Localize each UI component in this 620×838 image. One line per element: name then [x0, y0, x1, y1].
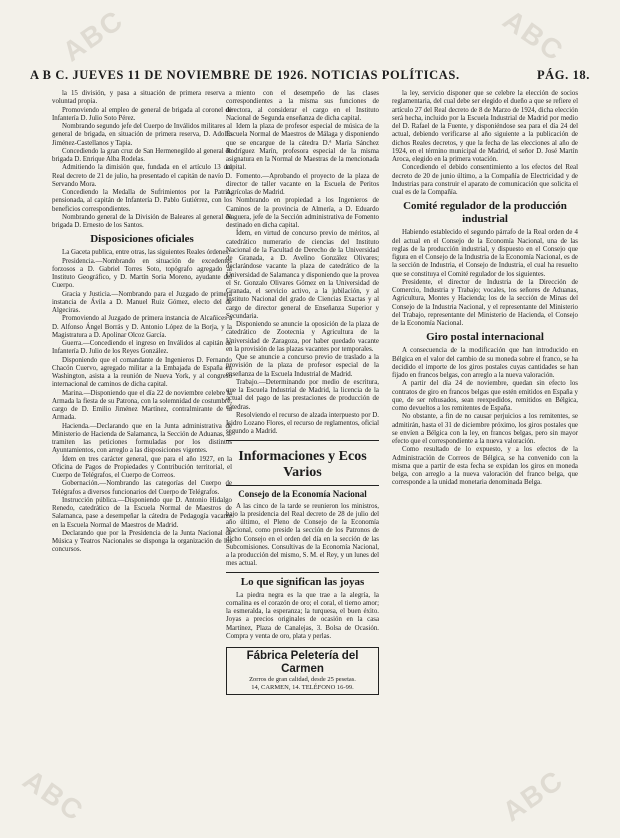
paragraph: Instrucción pública.—Disponiendo que D. Antonio Hidalgo Renedo, catedrático de la Escuela Normal de Maestros de Salamanca, pase a desempeñar la cátedra de Pedagogía vacante en la Escuela Normal de Maestros de Madrid. [52, 496, 232, 529]
paragraph: Nombrando en propiedad a los Ingenieros de Caminos de la provincia de Almería, a D. Eduardo Naguera, jefe de la Sección administrativa de Fomento destinado en dicha capital. [226, 197, 379, 229]
page-header [30, 68, 590, 83]
column-3 [392, 90, 578, 835]
paragraph: Nombrando segundo jefe del Cuerpo de Inválidos militares al general de brigada, en situación de primera reserva, D. Adolfo Jiménez-Castellanos y Tapia. [52, 123, 232, 147]
paragraph: Habiendo establecido el segundo párrafo de la Real orden de 4 del actual en el Consejo de la Economía Nacional, una de las reglas de la producción industrial, y dispuesto en el Consejo que figura en el Consejo de la Industria de la Economía Nacional, es de la sección de Industria, el Consejo de Industria, el cual ha resuelto que se constituya el Comité regulador de los siguientes. [392, 229, 578, 278]
paragraph: Admitiendo la dimisión que, fundada en el artículo 13 del Real decreto de 21 de julio, ha presentado el capitán de navío D. Servando Mora. [52, 164, 232, 188]
paragraph: Presidente, el director de Industria de la Dirección de Comercio, Industria y Trabajo; vocales, los señores de Aduanas, Agricultura, Montes y Hacienda; los de la sección de Minas del Consejo de la Industria Nacional, y el representante del Ministerio del Trabajo, representante del Ministerio de Hacienda, el Consejo de la Economía Nacional. [392, 278, 578, 327]
paragraph: Promoviendo al empleo de general de brigada al coronel de Infantería D. Julio Soto Pérez. [52, 106, 232, 122]
abc-watermark: ABC [17, 763, 90, 828]
paragraph: Como resultado de lo expuesto, y a los efectos de la Administración de Correos de Bélgica, se ha convenido con la misma que a partir de esta fecha se expidan los giros en moneda belga, con arreglo a la nueva valoración del franco belga, que corresponde a la unidad monetaria denominada Belga. [392, 446, 578, 487]
abc-watermark: ABC [497, 3, 570, 68]
advertisement-box [226, 647, 379, 695]
column-2 [226, 90, 379, 835]
paragraph: Idem la plaza de profesor especial de música de la Escuela Normal de Maestros de Málaga y disponiendo que se encargue de la cátedra D.ª María Sánchez Rodríguez Marín, profesora especial de la misma asignatura en la Normal de Maestras de la mencionada capital. [226, 123, 379, 172]
article-heading: Giro postal internacional [426, 331, 544, 344]
ad-subtitle: Zorros de gran calidad, desde 25 pesetas. [249, 676, 356, 683]
paragraph: Nombrando general de la División de Baleares al general de brigada D. Ernesto de los Santos. [52, 213, 232, 229]
paragraph: La piedra negra es la que trae a la alegría, la cornalina es el corazón de oro; el coral, el tierno amor; la esmeralda, la esperanza; la turquesa, el buen éxito. Joyas a precios originales de ocasión en la casa Martínez, Plaza de Canalejas, 3. Bolsa de Ocasión. Compra y venta de oro, plata y perlas. [226, 591, 379, 640]
page-number: PÁG. 18. [536, 68, 590, 82]
header-date-section: A B C. JUEVES 11 DE NOVIEMBRE DE 1926. NOTICIAS POLÍTICAS. [30, 68, 460, 82]
paragraph: Concediendo la gran cruz de San Hermenegildo al general de brigada D. Enrique Alba Rodelas. [52, 147, 232, 163]
paragraph: La Gaceta publica, entre otras, las siguientes Reales órdenes: [62, 249, 230, 257]
paragraph: Presidencia.—Nombrando en situación de excedentes forzosos a D. Gabriel Torres Soto, topógrafo agregado al Instituto Geográfico, y D. Martín Soria Moreno, ayudante del Cuerpo. [52, 257, 232, 290]
paragraph: Disponiendo que el comandante de Ingenieros D. Fernando Chacón Cuervo, agregado militar a la Embajada de España en Washington, asista a la reunión de Nueva York, y al congreso internacional de caminos de dicha capital. [52, 356, 232, 389]
article-heading: Consejo de la Economía Nacional [238, 488, 367, 499]
abc-watermark: ABC [56, 3, 130, 68]
section-heading: Disposiciones oficiales [90, 233, 194, 246]
paragraph: Gobernación.—Nombrando las categorías del Cuerpo de Telégrafos a diversos funcionarios del Cuerpo de Telégrafos. [52, 480, 232, 496]
paragraph: Ídem, en virtud de concurso previo de méritos, al catedrático numerario de ciencias del Instituto Nacional de la Facultad de Derecho de la Universidad de Granada, a D. Avelino González Olivares; declarándose vacante la plaza de catedrático de la Universidad de Salamanca y disponiendo que la provea el Sr. Gonzalo Olivares Gómez en la Universidad de Granada, el servicio activo, a la jubilación, y al Instituto Nacional del grado de Ciencias Exactas y al cargo de director general de Enseñanza Superior y Secundaria. [226, 230, 379, 320]
paragraph: Ídem en tres carácter general, que para el año 1927, en la Oficina de Pagos de Propiedades y Contribución territorial, el Cuerpo de Telégrafos, el Cuerpo de Correos. [52, 455, 232, 479]
paragraph: Guerra.—Concediendo el ingreso en Inválidos al capitán de Infantería D. Julio de los Reyes González. [52, 340, 232, 356]
paragraph: A las cinco de la tarde se reunieron los ministros, bajo la presidencia del Real decreto de 28 de julio del año último, el Pleno de Consejo de la Economía Nacional, como preside la sección de los Patronos de dicho Consejo en el orden del día en la sección de las Subcomisiones. Consultivas de la Economía Nacional, a la producción del mismo, S. M. el Rey, y un lunes del mes actual. [226, 502, 379, 568]
divider [226, 485, 379, 486]
paragraph: A partir del día 24 de noviembre, quedan sin efecto los contratos de giro en francos belgas que estén emitidos en España y que, de ser rehusados, sean reexpedidos, remitidos en Bélgica, como devueltos a los remitentes de España. [392, 380, 578, 412]
divider [226, 440, 379, 441]
paragraph: Marina.—Disponiendo que el día 22 de noviembre celebre la Armada la fiesta de su Patrona, con la solemnidad de costumbre, cargo de D. Emilio Jiménez Martínez, contralmirante de la Armada. [52, 389, 232, 422]
paragraph: Concediendo la Medalla de Sufrimientos por la Patria, pensionada, al capitán de Infantería D. Pablo Gutiérrez, con los beneficios correspondientes. [52, 189, 232, 213]
paragraph: Disponiendo se anuncie la oposición de la plaza de catedrático de Zootecnia y Agricultura de la Universidad de Zaragoza, por haber quedado vacante en la provisión de las plazas vacantes por temporales. [226, 321, 379, 353]
article-heading: Comité regulador de la producción industrial [403, 200, 567, 226]
ad-address: 14, CARMEN, 14. TELÉFONO 16-99. [251, 684, 354, 691]
paragraph: la 15 división, y pasa a situación de primera reserva a voluntad propia. [52, 90, 232, 106]
paragraph: Trabajo.—Determinando por medio de escritura, que la Escuela Industrial de Madrid, la licencia de la actual del pago de las prestaciones de producción de cátedras. [226, 378, 379, 411]
paragraph: No obstante, a fin de no causar perjuicios a los remitentes, se admitirán, hasta el 31 de diciembre próximo, los giros postales que se envíen a Bélgica con la ley, en francos belgas, pero sin mayor efecto que el correspondiente a la nueva valoración. [392, 413, 578, 445]
ad-title: Fábrica Peletería del Carmen [246, 650, 359, 675]
abc-watermark: ABC [496, 763, 570, 828]
paragraph: Fomento.—Aprobando el proyecto de la plaza de director de taller vacante en la Escuela de Peritos Agrícolas de Madrid. [226, 172, 379, 196]
article-heading: Lo que significan las joyas [240, 575, 365, 588]
paragraph: Resolviendo el recurso de alzada interpuesto por D. Isidro Lozano Flores, el recurso de reglamentos, oficial segundo a Madrid. [226, 411, 379, 436]
paragraph: Hacienda.—Declarando que en la Junta administrativa de Ministerio de Hacienda de Salamanca, la Sección de Aduanas, se tramiten las peticiones formuladas por los distintos Ayuntamientos, con arreglo a las disposiciones vigentes. [52, 422, 232, 455]
column-1 [52, 90, 232, 835]
paragraph: Concediendo el debido consentimiento a los efectos del Real decreto de 20 de junio último, a la Compañía de Electricidad y de Industrias para construir el aparato de comunicación que solicita el cual es de la Compañía. [392, 164, 578, 196]
paragraph: Que se anuncie a concurso previo de traslado a la provisión de la plaza de profesor especial de la enseñanza de la Escuela Industrial de Madrid. [226, 354, 379, 378]
divider [226, 572, 379, 573]
paragraph: Gracia y Justicia.—Nombrando para el Juzgado de primera instancia de Ávila a D. Manuel Ruiz Gómez, electo del de Algeciras. [52, 290, 232, 314]
paragraph: A consecuencia de la modificación que han introducido en Bélgica en el valor del cambio de su moneda sobre el franco, se ha decidido el importe de los giros postales cuyas cantidades se han fijado en francos belgas, con arreglo a la nueva valoración. [392, 347, 578, 379]
paragraph: la ley, servicio disponer que se celebre la elección de socios reglamentaria, del cual debe ser elegido el dueño a que se refiere el artículo 27 del Real decreto de 8 de Marzo de 1924, dicha elección será hecha, incluido por la Escuela Industrial de Madrid por medio del D. Rafael de la Fuente, y disponiéndose sea para el día 24 del actual, debiendo verificarse al año siguiente a la publicación de dichos Reales decretos, y que la fecha de las elecciones al año de 1924, en el término municipal de Madrid, el señor D. José Martín Aroca, elegido en la primera votación. [392, 90, 578, 163]
paragraph: Promoviendo al Juzgado de primera instancia de Alcañices a D. Alfonso Ángel Borrás y D. Antonio López de la Borja, y la Magistratura a D. Apolinar Olcoz García. [52, 315, 232, 339]
paragraph: Declarando que por la Presidencia de la Junta Nacional de Música y Teatros Nacionales se disponga la organización de los concursos. [52, 529, 232, 554]
paragraph: miento con el desempeño de las clases correspondientes a la misma sus funciones de directora, al considerar el cargo en el Instituto Nacional de Segunda enseñanza de dicha capital. [226, 90, 379, 122]
section-heading: Informaciones y Ecos Varios [238, 448, 367, 480]
